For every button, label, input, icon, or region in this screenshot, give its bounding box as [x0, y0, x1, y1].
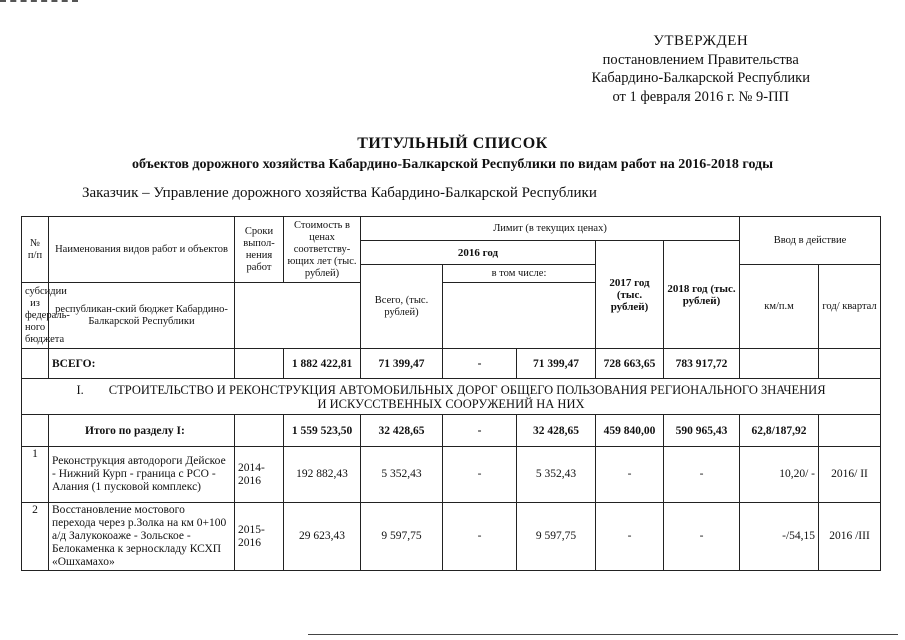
section-title-line-1: СТРОИТЕЛЬСТВО И РЕКОНСТРУКЦИЯ АВТОМОБИЛЬНЫХ ДОРОГ ОБЩЕГО ПОЛЬЗОВАНИЯ РЕГИОНАЛЬНОГО ЗНАЧЕНИЯ	[108, 382, 826, 397]
header-cost: Стоимость в ценах соответству-ющих лет (тыс. рублей)	[284, 217, 361, 283]
row-cost: 29 623,43	[284, 503, 361, 571]
header-including: в том числе:	[443, 265, 596, 283]
section-total-2017: 459 840,00	[596, 415, 664, 447]
corner-mark	[0, 0, 78, 6]
row-terms: 2015-2016	[235, 503, 284, 571]
row-quarter: 2016 /III	[819, 503, 881, 571]
header-2017: 2017 год (тыс. рублей)	[596, 241, 664, 349]
row-num: 1	[22, 447, 49, 503]
section-total-subsidies: -	[443, 415, 517, 447]
row-2017: -	[596, 447, 664, 503]
grand-total-2018: 783 917,72	[664, 349, 740, 379]
grand-total-subsidies: -	[443, 349, 517, 379]
row-name: Реконструкция автодороги Дейское - Нижний Курп - граница с РСО - Алания (1 пусковой комплекс)	[49, 447, 235, 503]
section-row	[22, 379, 881, 415]
row-num: 2	[22, 503, 49, 571]
title-sub: объектов дорожного хозяйства Кабардино-Балкарской Республики по видам работ на 2016-2018 годы	[131, 157, 774, 172]
approval-line-2: постановлением Правительства	[602, 51, 799, 68]
section-total-republic: 32 428,65	[517, 415, 596, 447]
document-title	[0, 135, 905, 173]
row-name: Восстановление мостового перехода через р.Золка на км 0+100 а/д Залукокоаже - Зольское - Белокаменка к зерноскладу КСХП «Ошхамахо»	[49, 503, 235, 571]
header-name: Наименования видов работ и объектов	[49, 217, 235, 283]
header-num: № п/п	[22, 217, 49, 283]
grand-total-cost: 1 882 422,81	[284, 349, 361, 379]
approval-line-4: от 1 февраля 2016 г. № 9-ПП	[612, 88, 790, 105]
header-republic: республикан-ский бюджет Кабардино-Балкарской Республики	[49, 283, 235, 349]
header-quarter: год/ квартал	[819, 265, 881, 349]
row-2017: -	[596, 503, 664, 571]
header-commission: Ввод в действие	[740, 217, 881, 265]
grand-total-republic: 71 399,47	[517, 349, 596, 379]
row-total-2016: 9 597,75	[361, 503, 443, 571]
row-subsidies: -	[443, 447, 517, 503]
row-subsidies: -	[443, 503, 517, 571]
section-total-km: 62,8/187,92	[740, 415, 819, 447]
section-number: I.	[76, 382, 84, 397]
row-2018: -	[664, 503, 740, 571]
bottom-divider	[308, 634, 898, 635]
grand-total-2016: 71 399,47	[361, 349, 443, 379]
row-cost: 192 882,43	[284, 447, 361, 503]
row-republic: 9 597,75	[517, 503, 596, 571]
row-terms: 2014-2016	[235, 447, 284, 503]
header-km: км/п.м	[740, 265, 819, 349]
customer-line: Заказчик – Управление дорожного хозяйства Кабардино-Балкарской Республики	[82, 185, 597, 201]
grand-total-label: ВСЕГО:	[49, 349, 235, 379]
approval-line-3: Кабардино-Балкарской Республики	[591, 70, 810, 86]
title-list-table	[21, 216, 881, 571]
header-limit: Лимит (в текущих ценах)	[361, 217, 740, 241]
header-2018: 2018 год (тыс. рублей)	[664, 241, 740, 349]
header-total-2016: Всего, (тыс. рублей)	[361, 265, 443, 349]
header-terms: Сроки выпол-нения работ	[235, 217, 284, 283]
approval-stamp	[591, 32, 810, 106]
row-republic: 5 352,43	[517, 447, 596, 503]
row-quarter: 2016/ II	[819, 447, 881, 503]
row-km: -/54,15	[740, 503, 819, 571]
row-2018: -	[664, 447, 740, 503]
header-2016: 2016 год	[361, 241, 596, 265]
section-heading	[22, 379, 881, 415]
grand-total-row	[22, 349, 881, 379]
table-row	[22, 447, 881, 503]
section-total-label: Итого по разделу I:	[49, 415, 235, 447]
grand-total-2017: 728 663,65	[596, 349, 664, 379]
header-subsidies: субсидии из федераль-ного бюджета	[22, 283, 49, 349]
approval-line-1: УТВЕРЖДЕН	[653, 33, 749, 49]
row-km: 10,20/ -	[740, 447, 819, 503]
section-total-cost: 1 559 523,50	[284, 415, 361, 447]
title-main: ТИТУЛЬНЫЙ СПИСОК	[357, 135, 548, 152]
row-total-2016: 5 352,43	[361, 447, 443, 503]
table-row	[22, 503, 881, 571]
section-title-line-2: И ИСКУССТВЕННЫХ СООРУЖЕНИЙ НА НИХ	[317, 396, 585, 411]
section-total-row	[22, 415, 881, 447]
section-total-2018: 590 965,43	[664, 415, 740, 447]
section-total-2016: 32 428,65	[361, 415, 443, 447]
